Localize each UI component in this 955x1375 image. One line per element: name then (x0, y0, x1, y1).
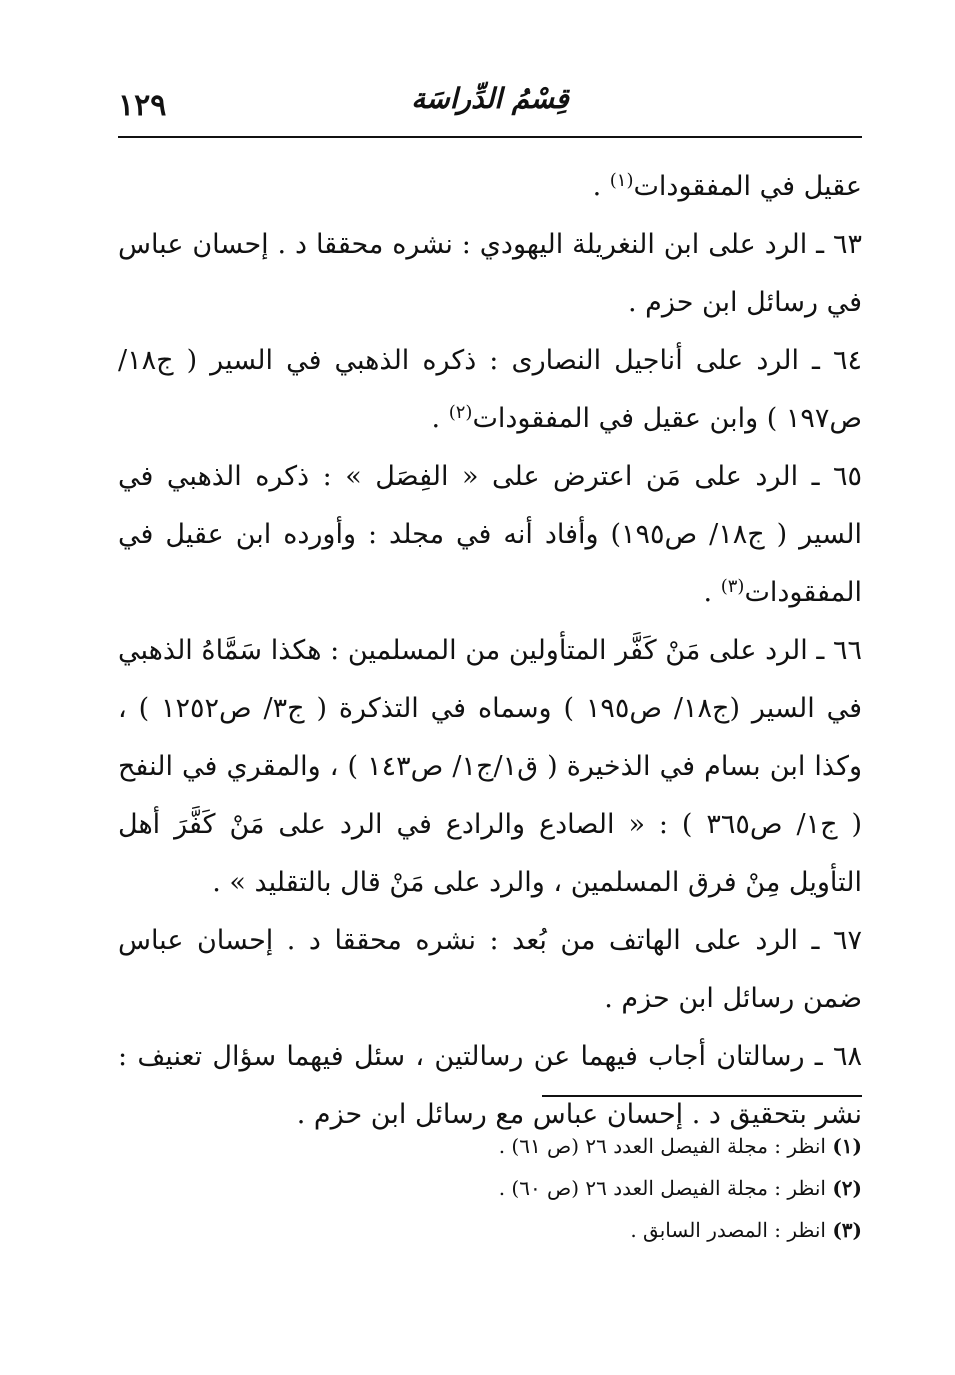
footnote-ref-1: (١) (609, 170, 634, 191)
footnote-ref-3: (٣) (720, 576, 745, 597)
footnote (118, 1125, 862, 1167)
page-number: ١٢٩ (118, 88, 167, 123)
footnote (118, 1167, 862, 1209)
footnote-text: انظر : المصدر السابق . (630, 1218, 826, 1242)
entry-66: ٦٦ ـ الرد على مَنْ كَفَّر المتأولين من المسلمين : هكذا سَمَّاهُ الذهبي في السير (ج١٨/ ص١٩٥ ) وسماه في التذكرة ( ج٣/ ص١٢٥٢ ) ، وكذا ابن بسام في الذخيرة ( ق١/ج١/ ص١٤٣ ) ، والمقري في النفح ( ج١/ ص٣٦٥ ) : « الصادع والرادع في الرد على مَنْ كَفَّرَ أهل التأويل مِنْ فرق المسلمين ، والرد على مَنْ قال بالتقليد » . (118, 635, 863, 898)
entry-64 (118, 332, 862, 448)
footnote-number: (٣) (832, 1218, 862, 1242)
entry-68: ٦٨ ـ رسالتان أجاب فيهما عن رسالتين ، سئل فيهما سؤال تعنيف : نشر بتحقيق د . إحسان عباس مع رسائل ابن حزم . (118, 1041, 862, 1130)
entry-67: ٦٧ ـ الرد على الهاتف من بُعد : نشره محققا د . إحسان عباس ضمن رسائل ابن حزم . (118, 925, 862, 1014)
footnote-text: انظر : مجلة الفيصل العدد ٢٦ (ص ٦٠) . (498, 1176, 826, 1200)
footnote (118, 1209, 862, 1251)
paragraph-end: . (703, 577, 721, 608)
main-text (118, 158, 862, 1144)
paragraph-end: . (592, 171, 610, 202)
entry-63: ٦٣ ـ الرد على ابن النغريلة اليهودي : نشره محققا د . إحسان عباس في رسائل ابن حزم . (118, 229, 862, 318)
paragraph-text: ٦٥ ـ الرد على مَن اعترض على « الفِصَل » : ذكره الذهبي في السير ( ج١٨/ ص١٩٥) وأفاد أنه في مجلد : وأورده ابن عقيل في المفقودات (118, 461, 862, 608)
section-title: قِسْمُ الدِّراسَة (411, 82, 569, 115)
paragraph-end: . (431, 403, 449, 434)
running-header (118, 82, 862, 138)
paragraph-text: عقيل في المفقودات (633, 171, 862, 202)
footnotes (118, 1125, 862, 1251)
footnote-ref-2: (٢) (448, 402, 473, 423)
footnote-divider (542, 1095, 862, 1097)
footnote-number: (٢) (832, 1176, 862, 1200)
paragraph-text: ٦٤ ـ الرد على أناجيل النصارى : ذكره الذهبي في السير ( ج١٨/ ص١٩٧ ) وابن عقيل في المفقودات (118, 345, 862, 434)
footnote-text: انظر : مجلة الفيصل العدد ٢٦ (ص ٦١) . (498, 1134, 826, 1158)
footnote-number: (١) (832, 1134, 862, 1158)
paragraph-continuation (118, 158, 862, 216)
entry-65 (118, 448, 862, 622)
header-divider (118, 136, 862, 138)
